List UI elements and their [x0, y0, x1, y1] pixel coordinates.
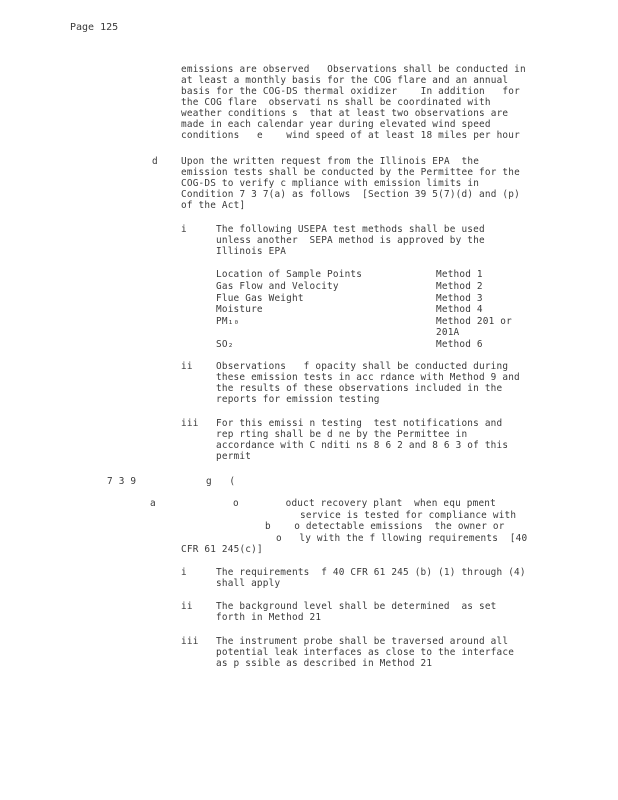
text-line: b o detectable emissions the owner or — [265, 521, 505, 532]
text-line: emissions are observed Observations shall be conducted in — [181, 64, 526, 75]
item-marker: a — [150, 498, 156, 509]
method-item: SO₂ — [216, 339, 234, 350]
text-line: For this emissi n testing test notifications and — [216, 418, 503, 429]
text-line: o ly with the f llowing requirements [40 — [276, 533, 528, 544]
text-line: Condition 7 3 7(a) as follows [Section 39 5(7)(d) and (p) — [181, 189, 520, 200]
text-line: conditions e wind speed of at least 18 miles per hour — [181, 130, 520, 141]
method-item: Moisture — [216, 304, 263, 315]
item-marker: ii — [181, 601, 193, 612]
text-line: weather conditions s that at least two observations are — [181, 108, 509, 119]
method-item: Flue Gas Weight — [216, 293, 304, 304]
text-line: forth in Method 21 — [216, 612, 322, 623]
text-line: The background level shall be determined as set — [216, 601, 497, 612]
text-line: accordance with C nditi ns 8 6 2 and 8 6 3 of this — [216, 440, 509, 451]
item-marker: ii — [181, 361, 193, 372]
method-item: Location of Sample Points — [216, 269, 363, 280]
text-line: reports for emission testing — [216, 394, 380, 405]
text-line: Illinois EPA — [216, 246, 287, 257]
text-line: service is tested for compliance with — [300, 510, 517, 521]
method-name: Method 201 or — [436, 316, 512, 327]
text-line: o oduct recovery plant when equ pment — [233, 498, 496, 509]
text-line: made in each calendar year during elevated wind speed — [181, 119, 491, 130]
method-name: Method 4 — [436, 304, 483, 315]
text-line: shall apply — [216, 578, 281, 589]
item-marker: i — [181, 224, 187, 235]
item-marker: iii — [181, 418, 199, 429]
method-name: Method 3 — [436, 293, 483, 304]
section-number: 7 3 9 — [107, 476, 137, 487]
method-name: Method 2 — [436, 281, 483, 292]
text-line: as p ssible as described in Method 21 — [216, 658, 433, 669]
text-line: the results of these observations included in the — [216, 383, 503, 394]
text-line: the COG flare observati ns shall be coordinated with — [181, 97, 491, 108]
text-line: COG-DS to verify c mpliance with emission limits in — [181, 178, 480, 189]
item-marker: i — [181, 567, 187, 578]
method-name: Method 6 — [436, 339, 483, 350]
text-line: permit — [216, 451, 252, 462]
text-line: emission tests shall be conducted by the Permittee for the — [181, 167, 520, 178]
text-line: basis for the COG-DS thermal oxidizer In addition for — [181, 86, 520, 97]
page-header: Page 125 — [70, 22, 119, 33]
item-marker: d — [152, 156, 158, 167]
text-line: The following USEPA test methods shall be used — [216, 224, 485, 235]
text-line: at least a monthly basis for the COG flare and an annual — [181, 75, 509, 86]
text-line: The instrument probe shall be traversed around all — [216, 636, 509, 647]
text-line: Observations f opacity shall be conducted during — [216, 361, 509, 372]
text-line: these emission tests in acc rdance with Method 9 and — [216, 372, 520, 383]
text-line: CFR 61 245(c)] — [181, 544, 263, 555]
text-line: potential leak interfaces as close to the interface — [216, 647, 515, 658]
text-line: of the Act] — [181, 200, 246, 211]
text-line: The requirements f 40 CFR 61 245 (b) (1) through (4) — [216, 567, 526, 578]
method-name: 201A — [436, 327, 460, 338]
text-line: Upon the written request from the Illinois EPA the — [181, 156, 480, 167]
method-name: Method 1 — [436, 269, 483, 280]
method-item: PM₁₀ — [216, 316, 240, 327]
text-line: unless another SEPA method is approved by the — [216, 235, 485, 246]
text-line: rep rting shall be d ne by the Permittee in — [216, 429, 468, 440]
section-heading: g ( — [206, 476, 236, 487]
item-marker: iii — [181, 636, 199, 647]
method-item: Gas Flow and Velocity — [216, 281, 339, 292]
